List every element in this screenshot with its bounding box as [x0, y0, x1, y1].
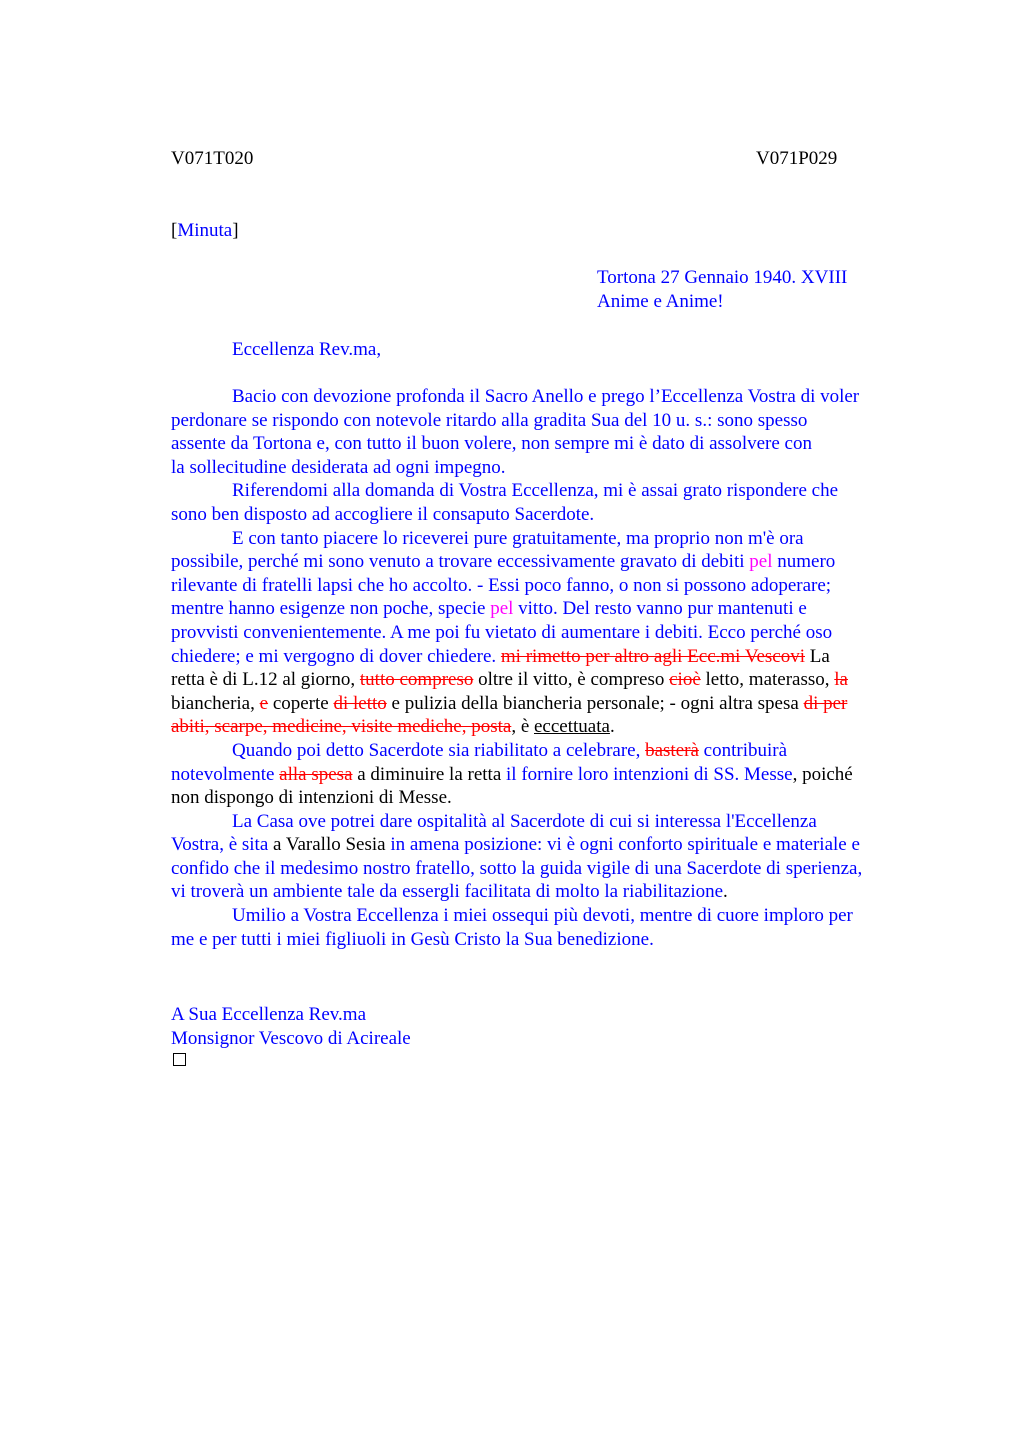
text-run: in amena posizione: vi è ogni conforto spirituale e materiale e [385, 834, 860, 856]
paragraph-4 [171, 739, 931, 810]
paragraph-2 [171, 479, 931, 526]
text-run: vitto. Del resto vanno pur mantenuti e [513, 598, 807, 620]
text-line [171, 715, 931, 739]
text-line [171, 550, 931, 574]
paragraph-6 [171, 904, 931, 951]
text-line: Riferendomi alla domanda di Vostra Eccellenza, mi è assai grato rispondere che [232, 480, 839, 502]
text-line [171, 668, 931, 692]
text-line [171, 597, 931, 621]
text-line: perdonare se rispondo con notevole ritardo alla gradita Sua del 10 u. s.: sono spesso [171, 409, 808, 431]
paragraph-5 [171, 810, 931, 904]
text-run: il fornire loro intenzioni di SS. Messe [506, 763, 793, 785]
text-line: me e per tutti i miei figliuoli in Gesù Cristo la Sua benedizione. [171, 928, 654, 950]
text-run: Vostra, è sita [171, 834, 274, 856]
dateline-date: Tortona 27 Gennaio 1940. XVIII [597, 267, 848, 288]
text-line [171, 880, 931, 904]
text-line: la sollecitudine desiderata ad ogni impegno. [171, 456, 506, 478]
deleted-run: abiti, scarpe, medicine, visite mediche, posta [171, 716, 512, 738]
deleted-run: di per [803, 692, 848, 714]
text-line: Bacio con devozione profonda il Sacro Anello e prego l’Eccellenza Vostra di voler [232, 386, 860, 407]
correction-run: pel [490, 598, 514, 620]
text-run: , è [511, 716, 534, 738]
deleted-run: mi rimetto per altro agli Ecc.mi Vescovi [500, 645, 805, 667]
deleted-run: tutto compreso [359, 669, 474, 691]
bracket-close: ] [232, 220, 239, 241]
archive-code-right: V071P029 [756, 148, 838, 169]
text-line: assente da Tortona e, con tutto il buon volere, non sempre mi è dato di assolvere con [171, 433, 812, 455]
deleted-run: la [834, 669, 848, 691]
letter-body [171, 385, 931, 951]
bracket-open: [ [171, 220, 178, 241]
deleted-run: alla spesa [279, 763, 353, 785]
deleted-run: di letto [333, 692, 387, 714]
text-run: coperte [268, 692, 334, 714]
text-run: notevolmente [171, 763, 280, 785]
checkbox-square-icon [173, 1053, 186, 1066]
text-run: letto, materasso, [700, 669, 835, 691]
addressee-line-2: Monsignor Vescovo di Acireale [171, 1028, 411, 1049]
text-run: . [609, 716, 615, 738]
addressee-line-1: A Sua Eccellenza Rev.ma [171, 1004, 367, 1025]
text-line [171, 645, 931, 669]
correction-run: pel [749, 551, 773, 573]
paragraph-1 [171, 385, 931, 479]
dateline-motto: Anime e Anime! [597, 291, 724, 312]
text-run: La [805, 645, 830, 667]
text-line: non dispongo di intenzioni di Messe. [171, 787, 452, 809]
deleted-run: cioè [669, 669, 701, 691]
archive-code-left: V071T020 [171, 148, 254, 169]
text-line: sono ben disposto ad accogliere il consaputo Sacerdote. [171, 503, 595, 525]
text-line [171, 739, 931, 763]
deleted-run: e [259, 692, 269, 714]
text-line [171, 692, 931, 716]
text-line: Umilio a Vostra Eccellenza i miei ossequi più devoti, mentre di cuore imploro per [232, 905, 853, 927]
text-run: a diminuire la retta [352, 763, 507, 785]
text-line: E con tanto piacere lo riceverei pure gratuitamente, ma proprio non m'è ora [232, 527, 804, 549]
text-run: numero [772, 551, 836, 573]
text-run: , poiché [792, 763, 853, 785]
text-line: La Casa ove potrei dare ospitalità al Sacerdote di cui si interessa l'Eccellenza [232, 810, 817, 832]
text-run: possibile, perché mi sono venuto a trovare eccessivamente gravato di debiti [171, 551, 750, 573]
text-run: biancheria, [171, 692, 260, 714]
text-line: confido che il medesimo nostro fratello, sotto la guida vigile di una Sacerdote di sperienza, [171, 857, 863, 879]
text-line [171, 763, 931, 787]
salutation: Eccellenza Rev.ma, [232, 339, 382, 360]
text-run: mentre hanno esigenze non poche, specie [171, 598, 491, 620]
text-run: oltre il vitto, è compreso [473, 669, 670, 691]
underlined-run: eccettuata [534, 716, 610, 738]
text-run: . [723, 881, 728, 903]
text-line: rilevante di fratelli lapsi che ho accolto. - Essi poco fanno, o non si possono adoperare; [171, 574, 832, 596]
text-run: vi troverà un ambiente tale da essergli facilitata di molto la riabilitazione [171, 881, 724, 903]
text-run: chiedere; e mi vergogno di dover chiedere. [171, 645, 501, 667]
text-line [171, 833, 931, 857]
text-line: provvisti convenientemente. A me poi fu vietato di aumentare i debiti. Ecco perché oso [171, 621, 833, 643]
document-type [171, 219, 239, 243]
paragraph-3 [171, 527, 931, 739]
text-run: contribuirà [698, 739, 788, 761]
text-run: a Varallo Sesia [273, 834, 386, 856]
text-run: retta è di L.12 al giorno, [171, 669, 360, 691]
text-run: e pulizia della biancheria personale; - ogni altra spesa [386, 692, 804, 714]
deleted-run: basterà [645, 739, 699, 761]
text-run: Quando poi detto Sacerdote sia riabilitato a celebrare, [232, 739, 646, 761]
document-type-label: Minuta [177, 220, 233, 241]
